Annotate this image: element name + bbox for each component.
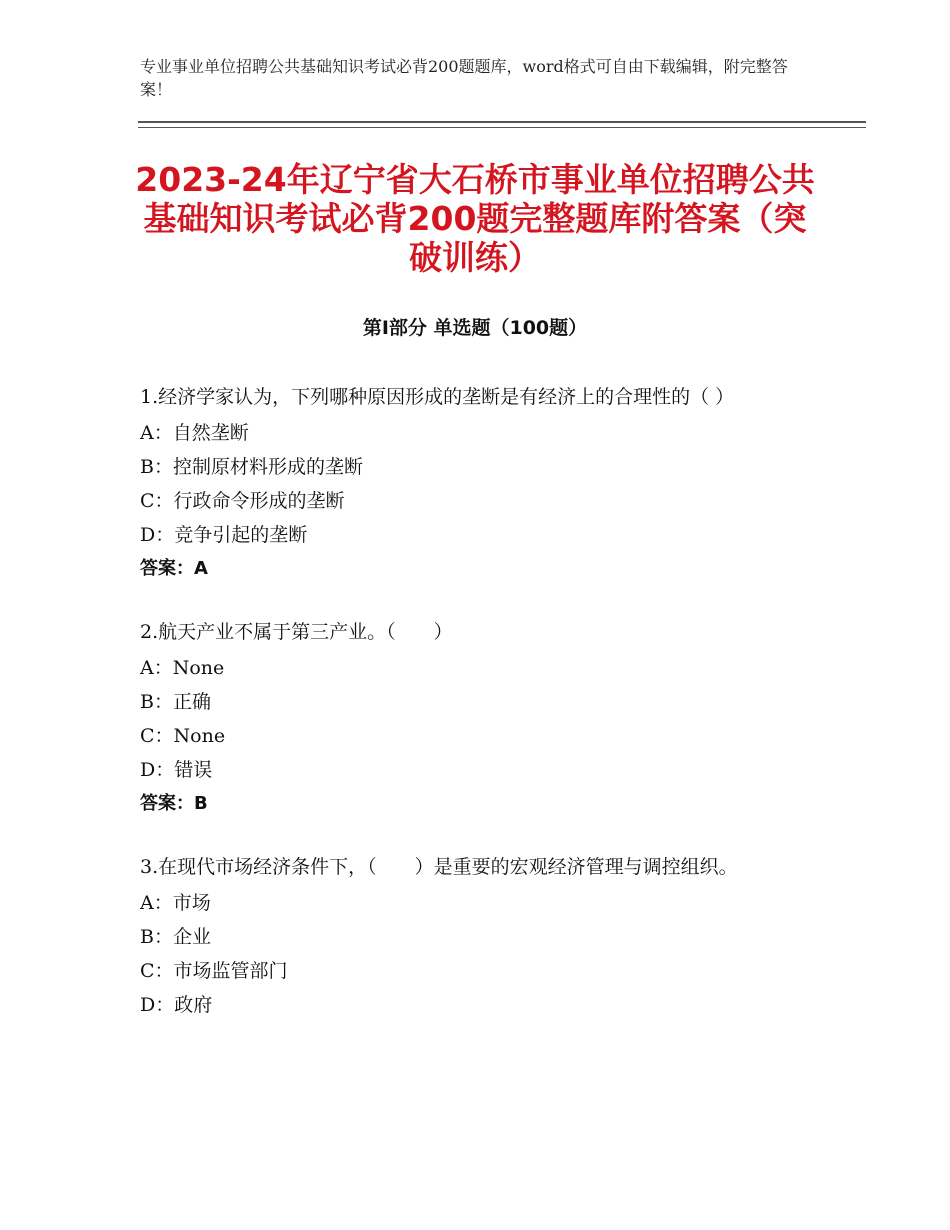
header-divider: [138, 121, 866, 128]
answer: 答案：B: [140, 793, 208, 814]
question-list: [140, 383, 800, 1054]
option-c: C：行政命令形成的垄断: [140, 490, 345, 512]
option-d: D：错误: [140, 759, 213, 781]
option-a: A：市场: [140, 892, 211, 914]
question-stem: 2.航天产业不属于第三产业。（ ）: [140, 621, 453, 643]
header-note: 专业事业单位招聘公共基础知识考试必背200题题库，word格式可自由下载编辑，附完整答案！: [140, 57, 788, 99]
question-stem: 1.经济学家认为，下列哪种原因形成的垄断是有经济上的合理性的（ ）: [140, 386, 735, 408]
question-3: [140, 853, 800, 1022]
option-c: C：市场监管部门: [140, 960, 288, 982]
section-heading: 第Ⅰ部分 单选题（100题）: [362, 317, 588, 339]
option-b: B：企业: [140, 926, 211, 948]
question-1: [140, 383, 800, 586]
question-stem: 3.在现代市场经济条件下，（ ）是重要的宏观经济管理与调控组织。: [140, 856, 738, 878]
option-d: D：政府: [140, 994, 213, 1016]
question-2: [140, 618, 800, 821]
option-b: B：控制原材料形成的垄断: [140, 456, 363, 478]
option-b: B：正确: [140, 691, 211, 713]
answer: 答案：A: [140, 558, 208, 579]
document-title: 2023-24年辽宁省大石桥市事业单位招聘公共基础知识考试必背200题完整题库附答案（突破训练）: [135, 160, 815, 277]
option-a: A：自然垄断: [140, 422, 249, 444]
option-d: D：竞争引起的垄断: [140, 524, 308, 546]
option-c: C：None: [140, 725, 226, 747]
option-a: A：None: [140, 657, 225, 679]
